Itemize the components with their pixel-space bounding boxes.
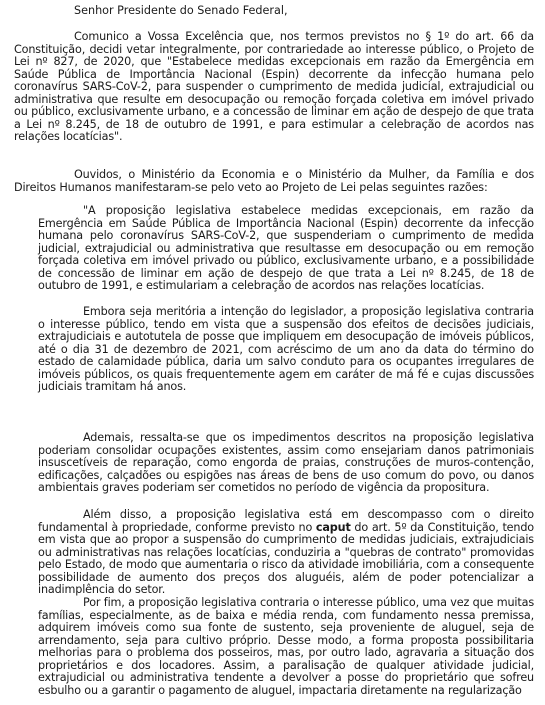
property-right-text-part2: do art. 5º da Constituição, tendo em vista que ao propor a suspensão do cumprimento de medidas judiciais, extrajudiciais ou administrativas nas relações locatícias, conduziria a "quebras de contrato" promovidas pelo Estado, de modo que aumentaria o risco da atividade imobiliária, com a consequente possibilidade de aumento dos preços dos aluguéis, além de poder potencializar a inadimplência do setor.: [38, 520, 534, 596]
paragraph-veto-communication: Comunico a Vossa Excelência que, nos termos previstos no § 1º do art. 66 da Constituição, decidi vetar integralmente, por contrariedade ao interesse público, o Projeto de Lei nº 827, de 2020, que "Estabelece medidas excepcionais em razão da Emergência em Saúde Pública de Importância Nacional (Espin) decorrente da infecção humana pelo coronavírus SARS-CoV-2, para suspender o cumprimento de medida judicial, extrajudicial ou administrativa que resulte em desocupação ou remoção forçada coletiva em imóvel privado ou público, exclusivamente urbano, e a concessão de liminar em ação de despejo de que trata a Lei nº 8.245, de 18 de outubro de 1991, e para estimular a celebração de acordos nas relações locatícias".: [14, 30, 534, 143]
paragraph-ministries-heard: Ouvidos, o Ministério da Economia e o Ministério da Mulher, da Família e dos Direitos Humanos manifestaram-se pelo veto ao Projeto de Lei pelas seguintes razões:: [14, 168, 534, 194]
quoted-paragraph-measures: "A proposição legislativa estabelece medidas excepcionais, em razão da Emergência em Saúde Pública de Importância Nacional (Espin) decorrente da infecção humana pelo coronavírus SARS-CoV-2, que suspenderiam o cumprimento de medida judicial, extrajudicial ou administrativa que resultasse em desocupação ou em remoção forçada coletiva em imóvel privado ou público, exclusivamente urbano, e a possibilidade de concessão de liminar em ação de despejo de que trata a Lei nº 8.245, de 18 de outubro de 1991, e estimulariam a celebração de acordos nas relações locatícias.: [38, 204, 534, 292]
quoted-paragraph-families: Por fim, a proposição legislativa contraria o interesse público, uma vez que muitas famílias, especialmente, as de baixa e média renda, com fundamento nessa premissa, adquirem imóveis como sua fonte de sustento, seja proveniente de aluguel, seja de arrendamento, seja para cultivo próprio. Desse modo, a forma proposta possibilitaria melhorias para o problema dos posseiros, mas, por outro lado, agravaria a situação dos proprietários e dos locadores. Assim, a paralisação de qualquer atividade judicial, extrajudicial ou administrativa tendente a devolver a posse do proprietário que sofreu esbulho ou a garantir o pagamento de aluguel, impactaria diretamente na regularização: [38, 596, 534, 697]
salutation: Senhor Presidente do Senado Federal,: [74, 4, 288, 17]
quoted-paragraph-property-right: [38, 509, 534, 597]
caput-bold-term: caput: [315, 520, 351, 534]
property-right-text-part1: Além disso, a proposição legislativa está em descompasso com o direito fundamental à propriedade, conforme previsto no: [38, 508, 534, 534]
quoted-paragraph-public-interest: Embora seja meritória a intenção do legislador, a proposição legislativa contraria o interesse público, tendo em vista que a suspensão dos efeitos de decisões judiciais, extrajudiciais e autotutela de posse que impliquem em desocupação de imóveis públicos, até o dia 31 de dezembro de 2021, com acréscimo de um ano da data do término do estado de calamidade pública, daria um salvo conduto para os ocupantes irregulares de imóveis públicos, os quais frequentemente agem em caráter de má fé e cujas discussões judiciais tramitam há anos.: [38, 305, 534, 393]
quoted-paragraph-impediments: Ademais, ressalta-se que os impedimentos descritos na proposição legislativa poderiam consolidar ocupações existentes, assim como ensejariam danos patrimoniais insuscetíveis de reparação, como engorda de praias, construções de muros-contenção, edificações, calçadões ou espigões nas áreas de bens de uso comum do povo, ou danos ambientais graves poderiam ser cometidos no período de vigência da propositura.: [38, 431, 534, 494]
